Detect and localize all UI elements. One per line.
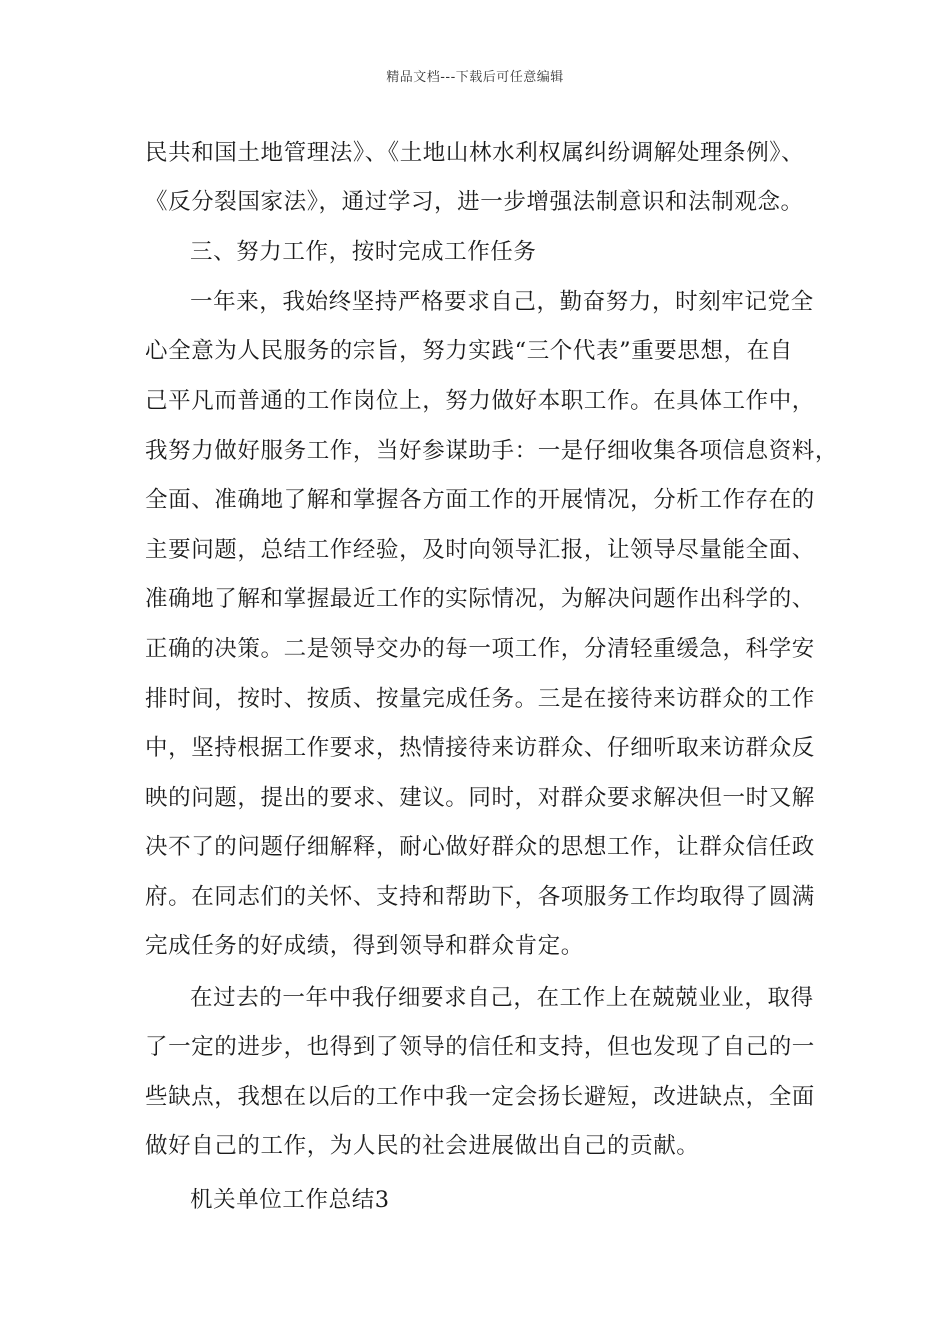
text-line: 映的问题，提出的要求、建议。同时，对群众要求解决但一时又解 — [145, 785, 815, 811]
text-line: 一年来，我始终坚持严格要求自己，勤奋努力，时刻牢记党全 — [190, 289, 814, 315]
text-line: 中，坚持根据工作要求，热情接待来访群众、仔细听取来访群众反 — [145, 735, 815, 761]
section-title: 机关单位工作总结3 — [190, 1187, 390, 1213]
section-heading: 三、努力工作，按时完成工作任务 — [190, 239, 537, 265]
text-line: 完成任务的好成绩，得到领导和群众肯定。 — [145, 933, 584, 959]
text-line: 《反分裂国家法》，通过学习，进一步增强法制意识和法制观念。 — [145, 189, 804, 215]
text-line: 做好自己的工作，为人民的社会进展做出自己的贡献。 — [145, 1133, 700, 1159]
text-line: 我努力做好服务工作，当好参谋助手：一是仔细收集各项信息资料， — [145, 438, 839, 464]
page-header: 精品文档---下载后可任意编辑 — [386, 70, 564, 85]
text-line: 正确的决策。二是领导交办的每一项工作，分清轻重缓急，科学安 — [145, 636, 815, 662]
text-line: 府。在同志们的关怀、支持和帮助下，各项服务工作均取得了圆满 — [145, 884, 815, 910]
text-line: 决不了的问题仔细解释，耐心做好群众的思想工作，让群众信任政 — [145, 834, 815, 860]
text-line: 主要问题，总结工作经验，及时向领导汇报，让领导尽量能全面、 — [145, 537, 815, 563]
text-line: 心全意为人民服务的宗旨，努力实践“三个代表”重要思想，在自 — [145, 338, 793, 364]
text-line: 全面、准确地了解和掌握各方面工作的开展情况，分析工作存在的 — [145, 487, 815, 513]
text-line: 民共和国土地管理法》、《土地山林水利权属纠纷调解处理条例》、 — [145, 140, 805, 166]
text-line: 排时间，按时、按质、按量完成任务。三是在接待来访群众的工作 — [145, 686, 815, 712]
text-line: 些缺点，我想在以后的工作中我一定会扬长避短，改进缺点，全面 — [145, 1084, 815, 1110]
text-line: 己平凡而普通的工作岗位上，努力做好本职工作。在具体工作中， — [145, 388, 815, 414]
text-line: 在过去的一年中我仔细要求自己，在工作上在兢兢业业，取得 — [190, 985, 814, 1011]
text-line: 准确地了解和掌握最近工作的实际情况，为解决问题作出科学的、 — [145, 586, 815, 612]
text-line: 了一定的进步，也得到了领导的信任和支持，但也发现了自己的一 — [145, 1034, 815, 1060]
